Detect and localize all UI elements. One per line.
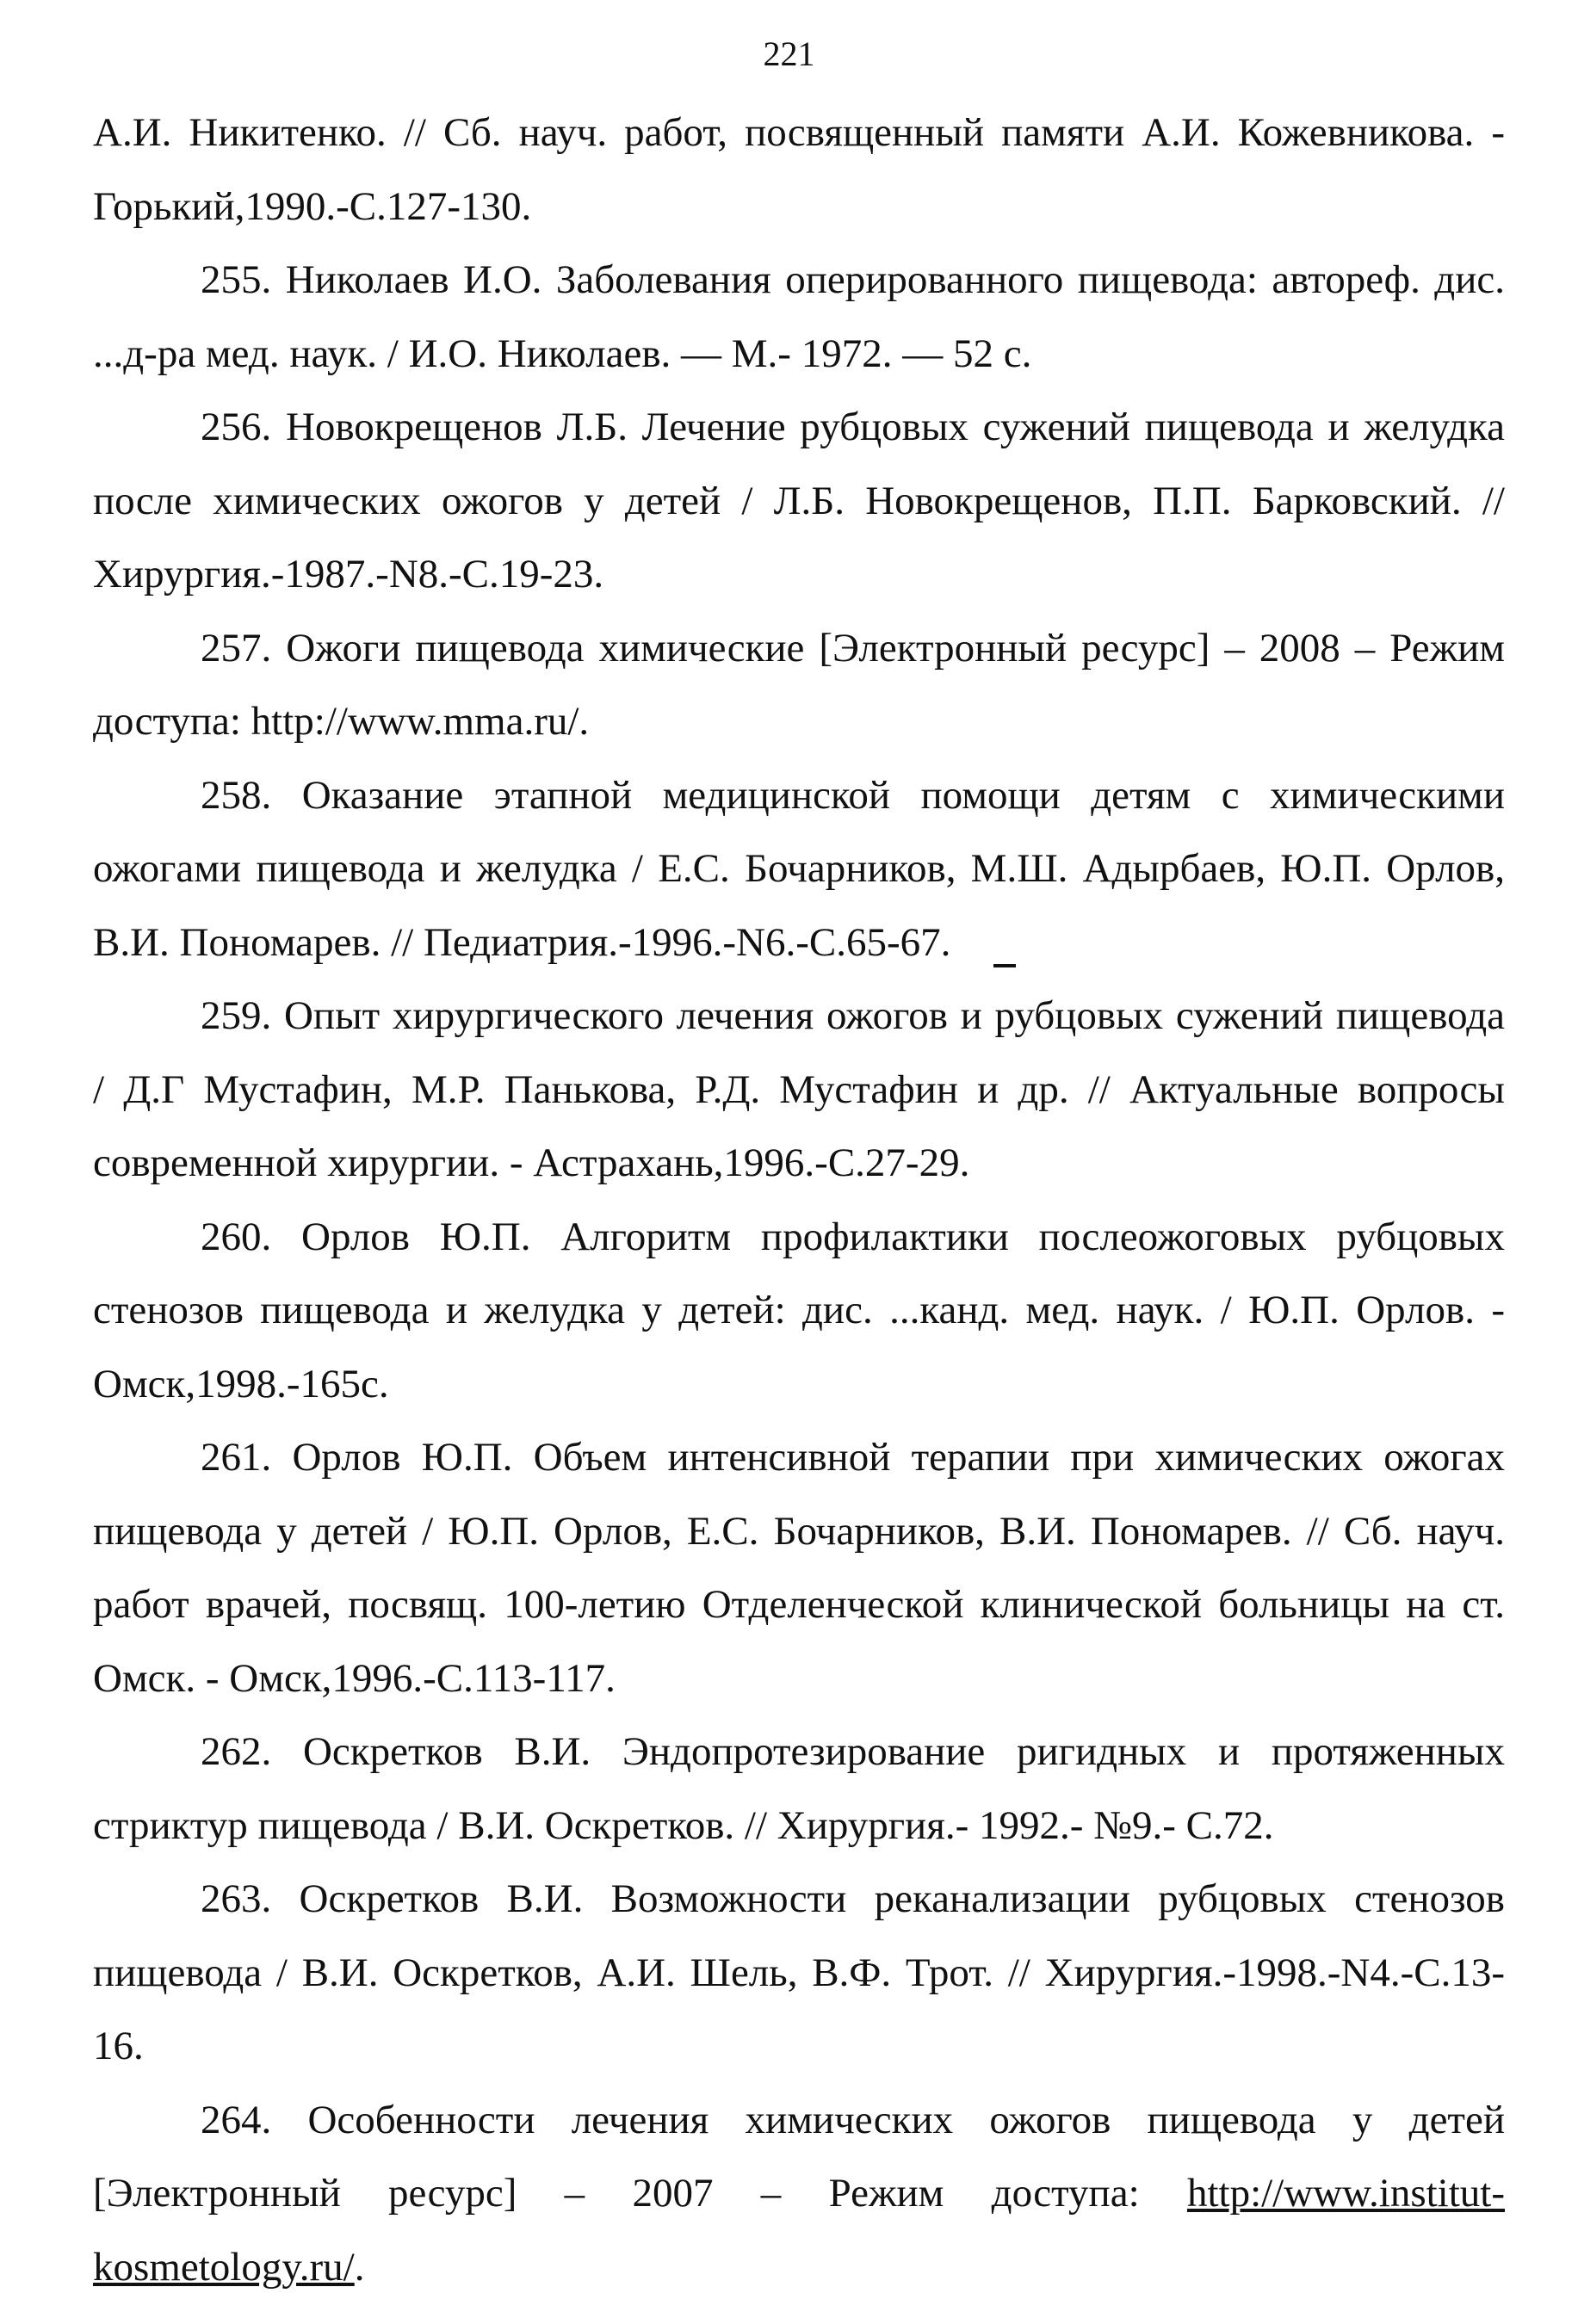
reference-item (93, 2084, 1505, 2305)
reference-item: 257. Ожоги пищевода химические [Электронный ресурс] – 2008 – Режим доступа: http://www.mma.ru/. (93, 625, 1505, 744)
reference-item: 256. Новокрещенов Л.Б. Лечение рубцовых сужений пищевода и желудка после химических ожогов у детей / Л.Б. Новокрещенов, П.П. Барковский. // Хирургия.-1987.-N8.-С.19-23. (93, 405, 1505, 596)
stray-mark (993, 964, 1016, 967)
page-number: 221 (763, 34, 815, 73)
reference-item: 262. Оскретков В.И. Эндопротезирование ригидных и протяженных стриктур пищевода / В.И. Оскретков. // Хирургия.- 1992.- №9.- С.72. (93, 1729, 1505, 1848)
reference-item: 261. Орлов Ю.П. Объем интенсивной терапии при химических ожогах пищевода у детей / Ю.П. Орлов, Е.С. Бочарников, В.И. Пономарев. // Сб. науч. работ врачей, посвящ. 100-летию Отделенческой клинической больницы на ст. Омск. - Омск,1996.-С.113-117. (93, 1435, 1505, 1701)
reference-continuation: А.И. Никитенко. // Сб. науч. работ, посвященный памяти А.И. Кожевникова. - Горький,1990.-С.127-130. (93, 110, 1505, 229)
reference-item: 255. Николаев И.О. Заболевания оперированного пищевода: автореф. дис. ...д-ра мед. наук. / И.О. Николаев. — М.- 1972. — 52 с. (93, 257, 1505, 376)
reference-item: 260. Орлов Ю.П. Алгоритм профилактики послеожоговых рубцовых стенозов пищевода и желудка у детей: дис. ...канд. мед. наук. / Ю.П. Орлов. - Омск,1998.-165с. (93, 1214, 1505, 1406)
reference-item-text: 264. Особенности лечения химических ожогов пищевода у детей [Электронный ресурс] – 2007 – Режим доступа: (93, 2097, 1505, 2216)
reference-url-link[interactable]: http://www.institut-kosmetology.ru/ (93, 2171, 1505, 2290)
reference-item: 263. Оскретков В.И. Возможности реканализации рубцовых стенозов пищевода / В.И. Оскретков, А.И. Шель, В.Ф. Трот. // Хирургия.-1998.-N4.-С.13-16. (93, 1876, 1505, 2068)
reference-list (93, 96, 1505, 2304)
reference-item (93, 759, 1505, 980)
reference-item: 259. Опыт хирургического лечения ожогов и рубцовых сужений пищевода / Д.Г Мустафин, М.Р. Панькова, Р.Д. Мустафин и др. // Актуальные вопросы современной хирургии. - Астрахань,1996.-С.27-29. (93, 993, 1505, 1185)
reference-item-tail: . (354, 2244, 365, 2290)
reference-item-text: 258. Оказание этапной медицинской помощи детям с химическими ожогами пищевода и желудка / Е.С. Бочарников, М.Ш. Адырбаев, Ю.П. Орлов, В.И. Пономарев. // Педиатрия.-1996.-N6.-С.65-67. (93, 772, 1505, 965)
